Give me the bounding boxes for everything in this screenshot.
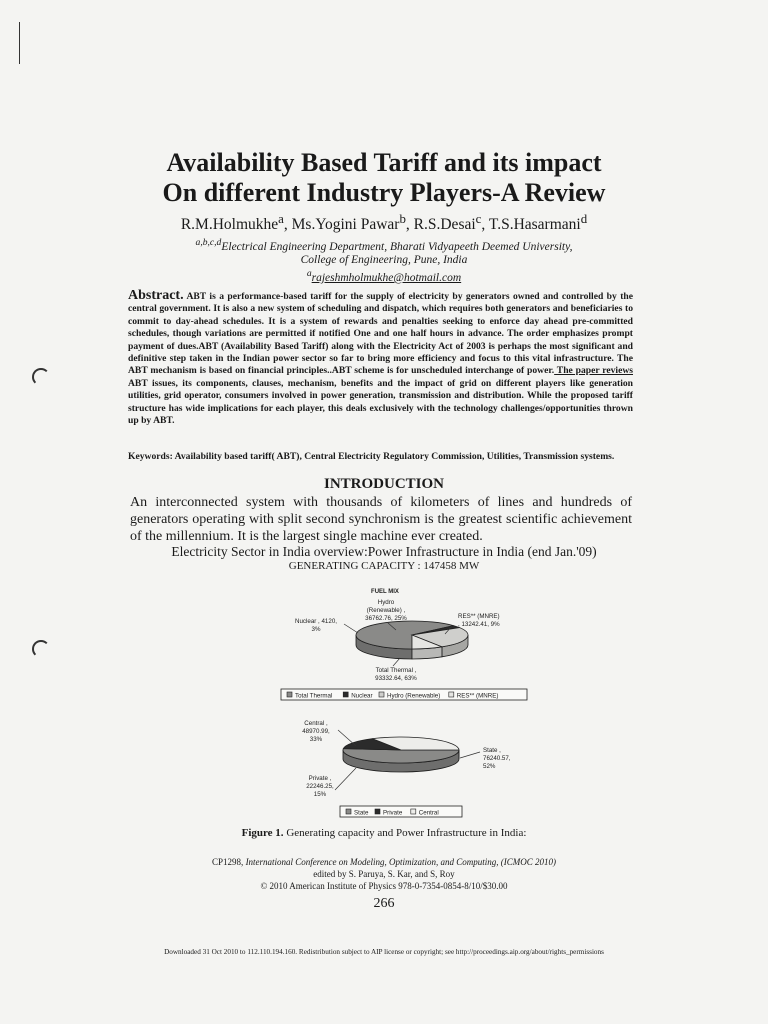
ownership-data-label: 22246.25,	[306, 783, 334, 790]
abstract-label: Abstract.	[128, 288, 184, 303]
figure-caption-text: Generating capacity and Power Infrastructure in India:	[283, 827, 527, 839]
author-name: Ms.Yogini Pawar	[291, 216, 400, 234]
fuel-mix-data-label: 36762.76, 25%	[365, 615, 407, 622]
fuel-mix-data-label: 3%	[311, 626, 321, 633]
fuel-mix-data-label: 93332.64, 63%	[375, 675, 417, 682]
author-name: R.S.Desai	[413, 216, 476, 234]
conference-copyright: © 2010 American Institute of Physics 978-0-7354-0854-8/10/$30.00	[260, 881, 508, 891]
fuel-mix-data-label: Hydro	[377, 599, 395, 606]
ownership-legend-label: Private	[383, 809, 403, 817]
ownership-leader-line	[460, 752, 480, 758]
fuel-mix-legend-swatch	[343, 692, 348, 697]
fuel-mix-legend-swatch	[449, 692, 454, 697]
ownership-data-label: State ,	[483, 747, 501, 754]
fuel-mix-legend-label: RES** (MNRE)	[456, 692, 499, 700]
ownership-legend-swatch	[411, 809, 416, 814]
ownership-leader-line	[338, 730, 356, 746]
ownership-data-label: 48970.99,	[302, 728, 330, 735]
download-notice: Downloaded 31 Oct 2010 to 112.110.194.160. Redistribution subject to AIP license or copyright; see http://proceedings.aip.org/about/rights_permissions	[164, 948, 604, 956]
ownership-legend-label: State	[354, 809, 369, 817]
overview-line: Electricity Sector in India overview:Power Infrastructure in India (end Jan.'09)	[171, 544, 597, 559]
ownership-legend-swatch	[375, 809, 380, 814]
author-affiliation-mark: b	[399, 211, 406, 226]
abstract-text: ABT is a performance-based tariff for the supply of electricity by generators owned and controlled by the central government. It is also a new system of scheduling and dispatch, which requires both generators and beneficiaries to commit to day-ahead schedules. It is a system of rewards and penalties seeking to enforce day ahead pre-committed schedules, though variations are permitted if notified One and one half hours in advance. The order emphasizes prompt payment of dues.ABT (Availability Based Tariff) along with the Electricity Act of 2003 is perhaps the most significant and definitive step taken in the Indian power sector so far to bring more efficiency and focus to this vital infrastructure. The ABT mechanism is based on financial principles..ABT scheme is for unscheduled interchange of power.	[128, 291, 633, 377]
fuel-mix-legend-swatch	[379, 692, 384, 697]
section-heading: INTRODUCTION	[323, 476, 444, 492]
figure-caption-label: Figure 1.	[241, 827, 284, 839]
keywords: Keywords: Availability based tariff( ABT), Central Electricity Regulatory Commission, Utilities, Transmission systems.	[128, 451, 615, 462]
ownership-data-label: 76240.57,	[483, 755, 511, 762]
fuel-mix-legend-label: Total Thermal	[295, 692, 333, 700]
fuel-mix-leader-line	[344, 624, 358, 633]
affiliation-line-1: Electrical Engineering Department, Bharati Vidyapeeth Deemed University,	[221, 240, 573, 253]
fuel-mix-legend-swatch	[287, 692, 292, 697]
affiliation-mark: a,b,c,d	[195, 237, 222, 248]
conference-name: International Conference on Modeling, Optimization, and Computing, (ICMOC 2010)	[245, 857, 556, 867]
fuel-mix-data-label: RES** (MNRE)	[458, 613, 500, 620]
ownership-legend-swatch	[346, 809, 351, 814]
capacity-line: GENERATING CAPACITY : 147458 MW	[288, 560, 480, 572]
conference-code: CP1298,	[212, 857, 246, 867]
figure-caption	[0, 827, 768, 839]
ownership-data-label: 15%	[313, 791, 327, 798]
email-mark: a	[306, 267, 312, 279]
author-list: R.M.Holmukhe$^a$, Ms.Yogini Pawar$^b$, R.S.Desai$^c$, T.S.Hasarmani$^d$	[180, 211, 588, 234]
ownership-data-label: 52%	[483, 763, 496, 770]
affiliation-line-2: College of Engineering, Pune, India	[300, 253, 468, 266]
ownership-leader-line	[335, 768, 356, 790]
fuel-mix-data-label: (Renewable) ,	[366, 607, 406, 614]
author-name: T.S.Hasarmani	[488, 216, 581, 234]
abstract-text-underlined: The paper reviews	[554, 365, 633, 377]
author-affiliation-mark: c	[475, 211, 482, 226]
fuel-mix-legend-label: Nuclear	[351, 692, 373, 700]
intro-paragraph: An interconnected system with thousands of kilometers of lines and hundreds of generators operating with split second synchronism is the greatest scientific achievement of the millennium. It is the largest single machine ever created.	[130, 495, 632, 544]
ownership-data-label: 33%	[309, 736, 323, 743]
page-number: 266	[373, 896, 395, 911]
ownership-data-label: Central ,	[304, 720, 328, 727]
ownership-legend-label: Central	[418, 809, 439, 817]
fuel-mix-leader-line	[393, 658, 400, 666]
fuel-mix-data-label: Total Thermal ,	[375, 667, 417, 674]
conference-footer	[0, 856, 768, 892]
title-line-2: On different Industry Players-A Review	[162, 178, 606, 207]
fuel-mix-title: FUEL MIX	[371, 589, 399, 595]
author-name: R.M.Holmukhe	[180, 216, 279, 234]
ownership-data-label: Private ,	[308, 775, 332, 782]
author-affiliation-mark: a	[278, 211, 284, 226]
abstract-text-continued: ABT issues, its components, clauses, mechanism, benefits and the impact of grid on different players like generation utilities, grid operator, consumers involved in power generation, transmission and distribution. While the proposed tariff structure has wide implications for each player, this deals exclusively with the technology challenges/opportunities thrown up by ABT.	[128, 377, 633, 427]
fuel-mix-data-label: Nuclear , 4120,	[295, 618, 337, 625]
fuel-mix-legend-label: Hydro (Renewable)	[387, 692, 441, 700]
fuel-mix-data-label: , 13242.41, 9%	[458, 621, 500, 628]
author-affiliation-mark: d	[580, 211, 588, 226]
conference-editors: edited by S. Paruya, S. Kar, and S, Roy	[313, 869, 455, 879]
author-email-link[interactable]: rajeshmholmukhe@hotmail.com	[311, 271, 462, 284]
title-line-1: Availability Based Tariff and its impact	[166, 148, 602, 177]
